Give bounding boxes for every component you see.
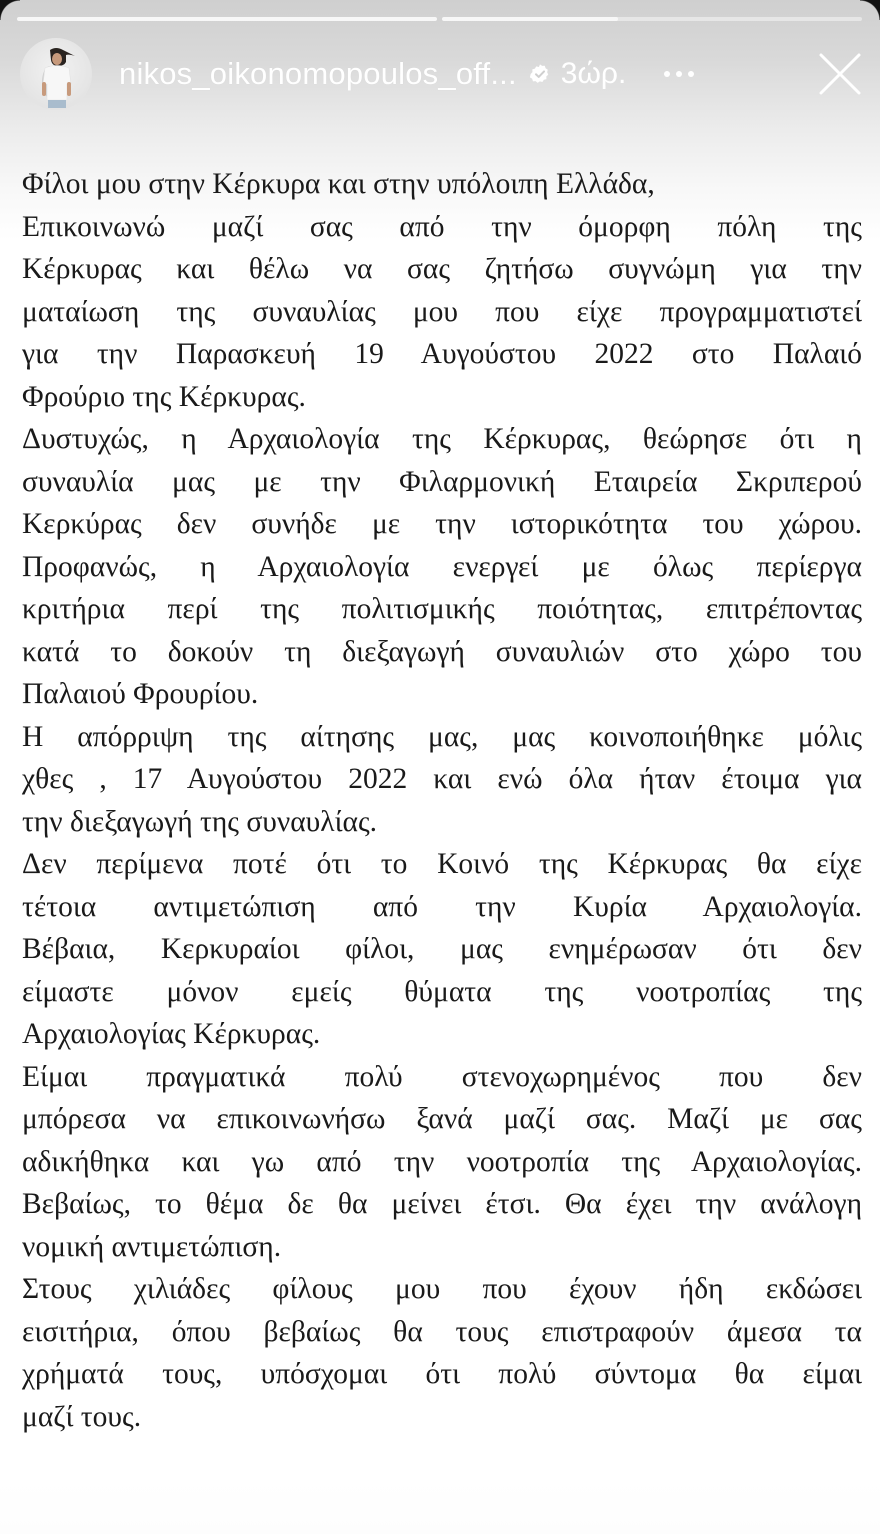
text-line: μπόρεσα να επικοινωνήσω ξανά μαζί σας. Μαζί με σας xyxy=(22,1103,862,1135)
text-line: Δυστυχώς, η Αρχαιολογία της Κέρκυρας, θεώρησε ότι η xyxy=(22,423,862,455)
text-line: συναυλία μας με την Φιλαρμονική Εταιρεία Σκριπερού xyxy=(22,465,862,498)
text-line: κριτήρια περί της πολιτισμικής ποιότητας, επιτρέποντας xyxy=(22,593,862,625)
text-line: Η απόρριψη της αίτησης μας, μας κοινοποιήθηκε μόλις xyxy=(22,720,862,753)
text-line: μαζί τους. xyxy=(22,1400,142,1433)
screen-corner-right xyxy=(860,0,880,20)
paragraph-archaeology xyxy=(22,418,862,716)
text-line: ματαίωση της συναυλίας μου που είχε προγραμματιστεί xyxy=(22,295,862,328)
text-line: εισιτήρια, όπου βεβαίως θα τους επιστραφούν άμεσα τα xyxy=(22,1315,862,1348)
text-line: είμαστε μόνον εμείς θύματα της νοοτροπίας της xyxy=(22,975,862,1008)
close-button[interactable] xyxy=(818,52,862,96)
text-line: Κέρκυρας και θέλω να σας ζητήσω συγνώμη για την xyxy=(22,253,862,285)
text-line: την διεξαγωγή της συναυλίας. xyxy=(22,805,378,838)
close-x-icon xyxy=(818,52,862,96)
profile-photo-icon xyxy=(20,38,92,110)
more-horizontal-icon-dot xyxy=(688,71,694,77)
more-horizontal-icon-dot xyxy=(664,71,670,77)
paragraph-greeting xyxy=(22,163,862,206)
text-line: Προφανώς, η Αρχαιολογία ενεργεί με όλως περίεργα xyxy=(22,550,862,583)
text-line: Κερκύρας δεν συνήδε με την ιστορικότητα του χώρου. xyxy=(22,508,862,540)
text-line: αδικήθηκα και γω από την νοοτροπία της Αρχαιολογίας. xyxy=(22,1145,862,1178)
progress-segment-2 xyxy=(442,17,862,21)
text-line: Επικοινωνώ μαζί σας από την όμορφη πόλη της xyxy=(22,210,862,243)
text-line: κατά το δοκούν τη διεξαγωγή συναυλιών στο χώρο του xyxy=(22,635,862,668)
progress-fill xyxy=(17,17,437,21)
paragraph-apology xyxy=(22,206,862,419)
text-line: Βεβαίως, το θέμα δε θα μείνει έτσι. Θα έχει την ανάλογη xyxy=(22,1188,862,1220)
text-line: Είμαι πραγματικά πολύ στενοχωρημένος που δεν xyxy=(22,1060,862,1093)
text-line: νομική αντιμετώπιση. xyxy=(22,1230,282,1263)
avatar[interactable] xyxy=(20,38,92,110)
username-link[interactable]: nikos_oikonomopoulos_off... xyxy=(119,56,517,91)
story-text-content xyxy=(22,163,862,1438)
text-line: Φρούριο της Κέρκυρας. xyxy=(22,380,306,413)
text-line: Βέβαια, Κερκυραίοι φίλοι, μας ενημέρωσαν ότι δεν xyxy=(22,933,862,965)
text-line: χθες , 17 Αυγούστου 2022 και ενώ όλα ήταν έτοιμα για xyxy=(22,763,862,795)
text-line: Στους χιλιάδες φίλους μου που έχουν ήδη εκδώσει xyxy=(22,1273,862,1305)
verified-badge-icon xyxy=(529,63,551,85)
paragraph-tickets xyxy=(22,1268,862,1438)
text-line: Παλαιού Φρουρίου. xyxy=(22,678,259,710)
text-line: τέτοια αντιμετώπιση από την Κυρία Αρχαιολογία. xyxy=(22,890,862,923)
paragraph-public xyxy=(22,843,862,1056)
post-time: 3ώρ. xyxy=(560,57,627,90)
more-horizontal-icon-dot xyxy=(676,71,682,77)
more-options-button[interactable] xyxy=(664,59,694,89)
paragraph-rejection xyxy=(22,716,862,844)
text-line: Δεν περίμενα ποτέ ότι το Κοινό της Κέρκυρας θα είχε xyxy=(22,848,862,880)
paragraph-regret xyxy=(22,1056,862,1269)
text-line: για την Παρασκευή 19 Αυγούστου 2022 στο Παλαιό xyxy=(22,338,862,370)
text-line: Φίλοι μου στην Κέρκυρα και στην υπόλοιπη Ελλάδα, xyxy=(22,168,655,200)
story-header xyxy=(20,36,862,112)
progress-fill xyxy=(442,17,618,21)
story-progress-bar xyxy=(17,17,862,21)
progress-segment-1 xyxy=(17,17,437,21)
text-line: χρήματά τους, υπόσχομαι ότι πολύ σύντομα θα είμαι xyxy=(22,1358,862,1390)
text-line: Αρχαιολογίας Κέρκυρας. xyxy=(22,1018,321,1050)
